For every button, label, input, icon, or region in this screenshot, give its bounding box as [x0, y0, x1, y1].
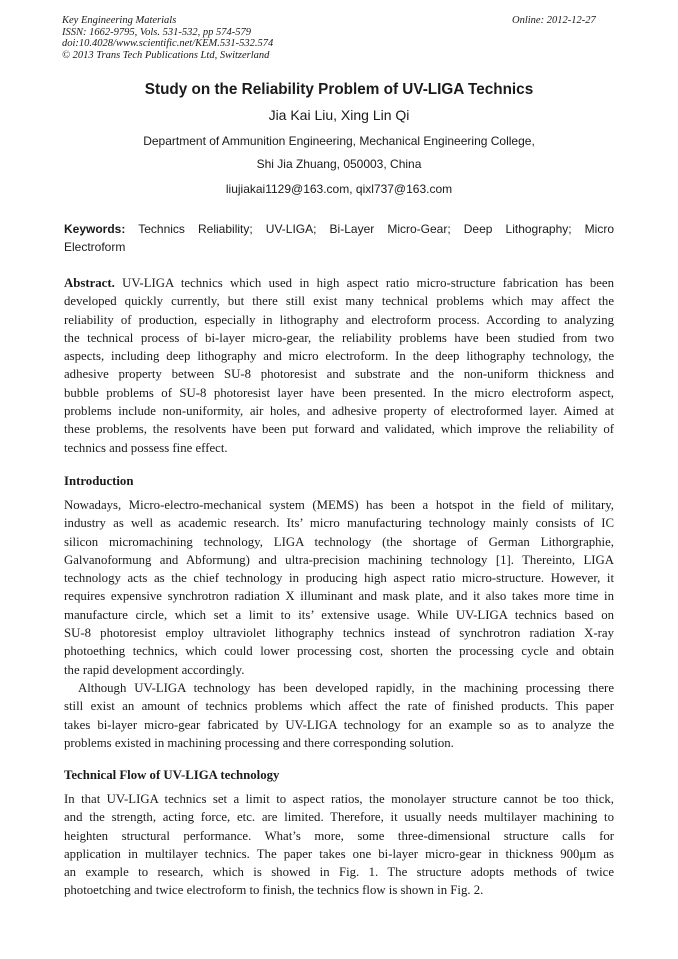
techflow-line: application in multilayer technics. The paper takes one bi-layer micro-gear in thickness 900μm as	[64, 846, 614, 861]
abstract-line: reliability of production, especially in lithography and electroform process. According to analyzing	[64, 312, 614, 327]
section-heading-introduction: Introduction	[64, 474, 134, 488]
author-emails: liujiakai1129@163.com, qixl737@163.com	[225, 182, 453, 196]
techflow-line: an example to research, which is showed in Fig. 1. The structure adopts methods of twice	[64, 865, 614, 880]
technical-flow-body	[64, 790, 614, 900]
techflow-line: heighten structural performance. What’s more, some three-dimensional structure calls for	[64, 828, 614, 843]
affiliation-line-2: Shi Jia Zhuang, 050003, China	[256, 157, 422, 171]
abstract-label: Abstract.	[64, 276, 115, 290]
abstract-line: bubble problems of SU-8 photoresist layer have been presented. In the micro electroform aspect,	[64, 385, 614, 400]
abstract-line: the technical process of bi-layer micro-gear, the reliability problems have been studied from two	[64, 330, 614, 345]
affiliation-line-1: Department of Ammunition Engineering, Mechanical Engineering College,	[143, 134, 535, 148]
paper-title: Study on the Reliability Problem of UV-LIGA Technics	[144, 81, 534, 98]
keywords-line-1	[64, 220, 614, 238]
techflow-line: photoetching and twice electroform to finish, the technics flow is shown in Fig. 2.	[64, 883, 484, 898]
abstract-line: adhesive property between SU-8 photoresist and substrate and the non-uniform thickness and	[64, 367, 614, 382]
abstract-line: aspects, including deep lithography and micro electroform. In the deep lithography technology, the	[64, 349, 614, 364]
intro-line: Galvanoformung and Abformung) and ultra-precision machining technology [1]. Thereinto, LIGA	[64, 552, 614, 567]
intro-line: technology acts as the chief technology in producing high aspect ratio micro-structure. However, it	[64, 571, 614, 586]
abstract-line: these problems, the resolvents have been put forward and validated, which improve the reliability of	[64, 422, 614, 437]
keywords	[64, 220, 614, 256]
intro-line: requires expensive synchrotron radiation X illuminant and mask plate, and it also takes more time in	[64, 589, 614, 604]
intro-line: the rapid development accordingly.	[64, 662, 245, 677]
intro-line: manufacture circle, which set a limit to its’ extensive usage. While UV-LIGA technics based on	[64, 607, 614, 622]
journal-name: Key Engineering Materials	[62, 15, 177, 26]
online-date: Online: 2012-12-27	[512, 15, 596, 26]
keywords-label: Keywords:	[64, 222, 126, 236]
techflow-line: In that UV-LIGA technics set a limit to aspect ratios, the monolayer structure cannot be too thick,	[64, 792, 614, 806]
paper-authors: Jia Kai Liu, Xing Lin Qi	[268, 107, 410, 123]
abstract	[64, 274, 614, 457]
intro-line: Although UV-LIGA technology has been developed rapidly, in the machining processing there	[78, 680, 614, 695]
keywords-text-1: Technics Reliability; UV-LIGA; Bi-Layer Micro-Gear; Deep Lithography; Micro	[138, 222, 614, 236]
journal-issn: ISSN: 1662-9795, Vols. 531-532, pp 574-579	[62, 26, 251, 38]
journal-header	[62, 15, 273, 61]
intro-line: industry as well as academic research. Its’ micro manufacturing technology mainly consists of IC	[64, 516, 614, 531]
journal-doi: doi:10.4028/www.scientific.net/KEM.531-532.574	[62, 38, 274, 49]
techflow-line: and the strength, acting force, etc. are limited. Therefore, it usually needs multilayer machining to	[64, 810, 614, 825]
intro-line: photoething technics, which could lower processing cost, shorten the processing cycle and obtain	[64, 644, 614, 659]
intro-line: problems existed in machining processing and there corresponding solution.	[64, 735, 454, 750]
intro-line: silicon micromachining technology, LIGA technology (the shortage of German Lithorgraphie,	[64, 534, 614, 549]
abstract-line: problems include non-uniformity, air holes, and adhesive property of electroformed layer. Aimed at	[64, 404, 614, 419]
abstract-line: developed quickly currently, but there still exist many technical problems which may affect the	[64, 294, 614, 309]
keywords-line-2: Electroform	[64, 240, 126, 254]
intro-line: takes bi-layer micro-gear fabricated by UV-LIGA technology for an example so as to analyze the	[64, 717, 614, 732]
intro-line: Nowadays, Micro-electro-mechanical system (MEMS) has been a hotspot in the field of military,	[64, 498, 614, 512]
intro-line: SU-8 photoresist employ ultraviolet lithography technics instead of synchrotron radiation X-ray	[64, 626, 614, 641]
introduction-body	[64, 496, 614, 752]
abstract-line: technics and possess fine effect.	[64, 440, 228, 455]
abstract-line	[64, 274, 614, 292]
journal-copyright: © 2013 Trans Tech Publications Ltd, Switzerland	[62, 49, 270, 61]
abstract-text: UV-LIGA technics which used in high aspect ratio micro-structure fabrication has been	[122, 276, 614, 290]
intro-line: still exist an amount of technics problems which affect the rate of finished products. This paper	[64, 699, 614, 714]
section-heading-technical-flow: Technical Flow of UV-LIGA technology	[64, 768, 280, 782]
